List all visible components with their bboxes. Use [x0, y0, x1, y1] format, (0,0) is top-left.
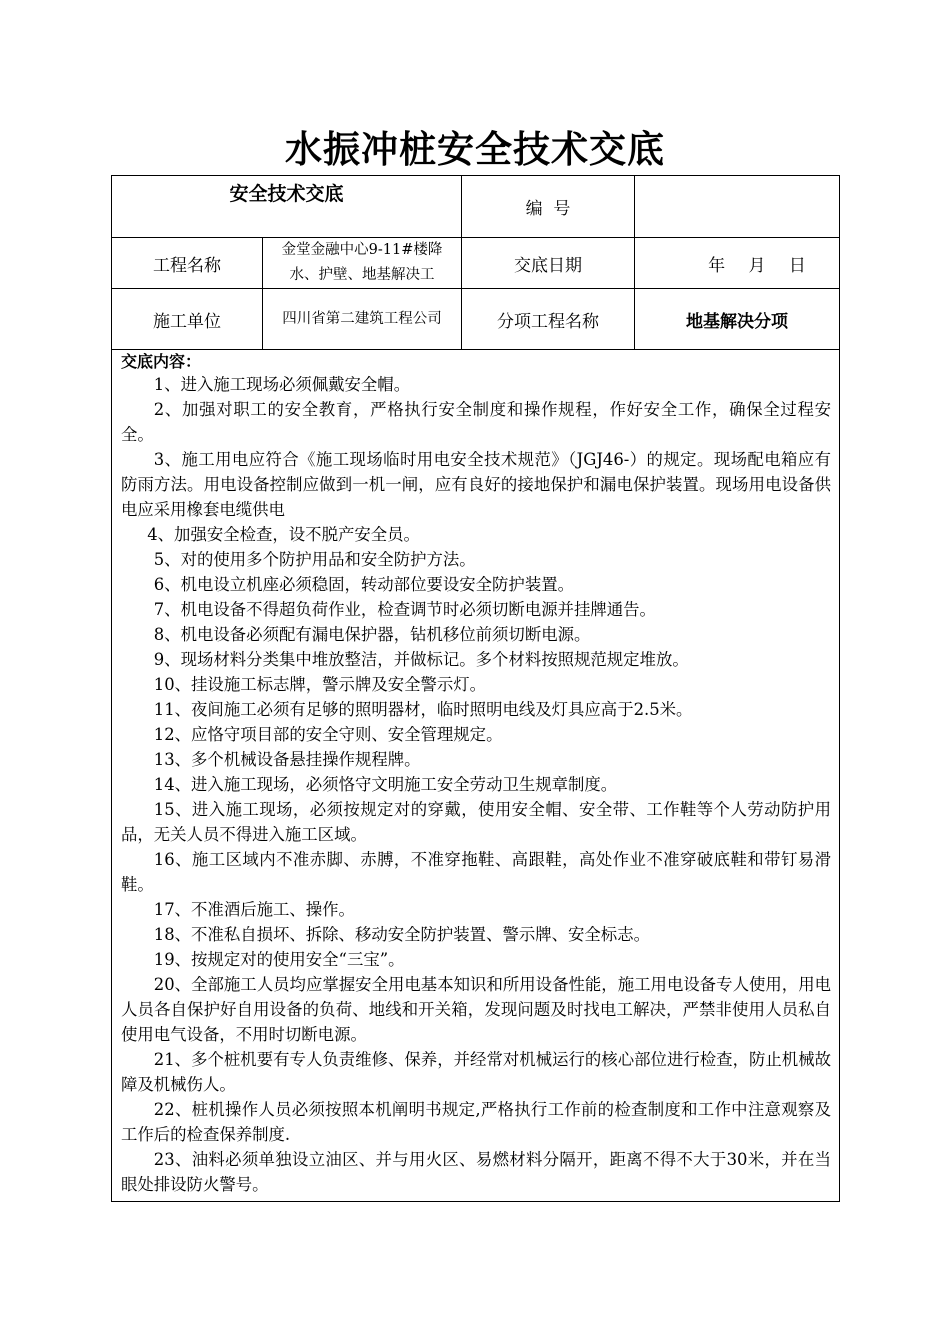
content-item: 5、对的使用多个防护用品和安全防护方法。	[153, 550, 476, 569]
subproject-value: 地基解决分项	[635, 289, 840, 350]
content-row	[112, 350, 840, 1202]
content-item: 6、机电设立机座必须稳固，转动部位要设安全防护装置。	[153, 575, 574, 594]
content-item: 20、全部施工人员均应掌握安全用电基本知识和所用设备性能，施工用电设备专人使用，用电人员各自保护好自用设备的负荷、地线和开关箱，发现问题及时找电工解决，严禁非使用人员私自使用电气设备，不用时切断电源。	[121, 975, 832, 1044]
disclosure-table	[111, 175, 840, 1202]
header-row-2	[112, 238, 840, 289]
date-day: 日	[788, 255, 806, 276]
content-item: 1、进入施工现场必须佩戴安全帽。	[153, 375, 411, 394]
content-item: 18、不准私自损坏、拆除、移动安全防护装置、警示牌、安全标志。	[153, 925, 650, 944]
content-item: 10、挂设施工标志牌，警示牌及安全警示灯。	[153, 675, 487, 694]
content-item: 17、不准酒后施工、操作。	[153, 900, 355, 919]
number-value	[635, 176, 840, 238]
project-name-value: 金堂金融中心9-11#楼降水、护壁、地基解决工	[263, 238, 462, 289]
header-row-3	[112, 289, 840, 350]
content-item: 19、按规定对的使用安全“三宝”。	[153, 950, 405, 969]
number-label: 编 号	[462, 176, 635, 238]
date-value	[635, 238, 840, 289]
construction-unit-label: 施工单位	[112, 289, 263, 350]
content-item: 15、进入施工现场，必须按规定对的穿戴，使用安全帽、安全带、工作鞋等个人劳动防护用品，无关人员不得进入施工区域。	[121, 800, 832, 844]
content-item: 23、油料必须单独设立油区、并与用火区、易燃材料分隔开，距离不得不大于30米，并在当眼处排设防火警号。	[121, 1150, 832, 1194]
content-item: 14、进入施工现场，必须恪守文明施工安全劳动卫生规章制度。	[153, 775, 618, 794]
content-item: 12、应恪守项目部的安全守则、安全管理规定。	[153, 725, 503, 744]
construction-unit-value: 四川省第二建筑工程公司	[263, 289, 462, 350]
date-label: 交底日期	[462, 238, 635, 289]
content-item: 16、施工区域内不准赤脚、赤膊，不准穿拖鞋、高跟鞋，高处作业不准穿破底鞋和带钉易滑鞋。	[121, 850, 832, 894]
content-item: 11、夜间施工必须有足够的照明器材，临时照明电线及灯具应高于2.5米。	[153, 700, 693, 719]
project-name-label: 工程名称	[112, 238, 263, 289]
content-item: 21、多个桩机要有专人负责维修、保养，并经常对机械运行的核心部位进行检查，防止机械故障及机械伤人。	[121, 1050, 832, 1094]
content-item: 7、机电设备不得超负荷作业，检查调节时必须切断电源并挂牌通告。	[153, 600, 656, 619]
content-item: 22、桩机操作人员必须按照本机阐明书规定,严格执行工作前的检查制度和工作中注意观察及工作后的检查保养制度.	[121, 1100, 832, 1144]
date-month: 月	[748, 255, 766, 276]
subproject-label: 分项工程名称	[462, 289, 635, 350]
content-item: 4、加强安全检查，设不脱产安全员。	[147, 525, 420, 544]
page-title: 水振冲桩安全技术交底	[285, 128, 665, 171]
header-row-1	[112, 176, 840, 238]
content-item: 3、施工用电应符合《施工现场临时用电安全技术规范》（JGJ46-）的规定。现场配电箱应有防雨方法。用电设备控制应做到一机一闸，应有良好的接地保护和漏电保护装置。现场用电设备供电应采用橡套电缆供电	[121, 450, 832, 519]
content-heading: 交底内容：	[121, 352, 202, 371]
content-item: 8、机电设备必须配有漏电保护器，钻机移位前须切断电源。	[153, 625, 591, 644]
content-item: 13、多个机械设备悬挂操作规程牌。	[153, 750, 421, 769]
content-item: 2、加强对职工的安全教育，严格执行安全制度和操作规程，作好安全工作，确保全过程安全。	[121, 400, 832, 444]
date-year: 年	[708, 255, 726, 276]
disclosure-content	[112, 350, 840, 1202]
content-item: 9、现场材料分类集中堆放整洁，并做标记。多个材料按照规范规定堆放。	[153, 650, 689, 669]
doc-type-heading: 安全技术交底	[112, 176, 462, 238]
